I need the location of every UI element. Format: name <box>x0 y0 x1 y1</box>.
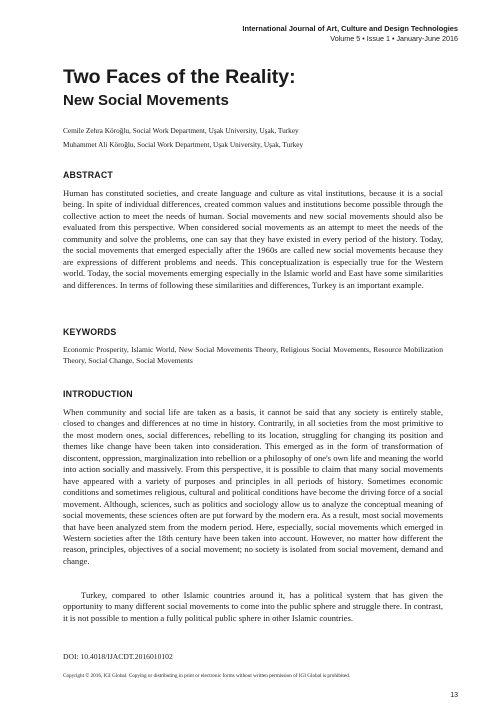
journal-name: International Journal of Art, Culture and Design Technologies <box>242 24 458 33</box>
doi: DOI: 10.4018/IJACDT.2016010102 <box>63 652 173 661</box>
introduction-paragraph: Turkey, compared to other Islamic countries around it, has a political system that has given the opportunity to many different social movements to come into the public sphere and struggle there. In contrast, it is not possible to mention a fully political public sphere in other Islamic countries. <box>63 590 443 623</box>
journal-header <box>242 24 458 44</box>
abstract-heading: ABSTRACT <box>63 170 113 180</box>
author-list <box>63 124 453 152</box>
abstract-text: Human has constituted societies, and create language and culture as vital institutions, because it is a social being. In spite of individual differences, created common values and institutions become possible through the collective action to meet the needs of human. Social movements and new social movements should also be evaluated from this perspective. When considered social movements as an attempt to meet the needs of the community and solve the problems, one can say that they have existed in every period of the history. Today, the social movements that emerged especially after the 1960s are called new social movements because they are expressions of different problems and needs. This conceptualization is especially true for the Western world. Today, the social movements emerging especially in the Islamic world and East have some similarities and differences. In terms of following these similarities and differences, Turkey is an important example. <box>63 188 443 290</box>
article-subtitle: New Social Movements <box>63 92 229 109</box>
keywords-heading: KEYWORDS <box>63 327 117 337</box>
introduction-paragraph: When community and social life are taken as a basis, it cannot be said that any society is entirely stable, closed to changes and differences at no time in history. Contrarily, in all societies from the most primitive to the most modern ones, social differences, rebelling to its location, struggling for changing its position and themes like change have been taken into consideration. This emerged as in the form of transformation of discontent, oppression, marginalization into rebellion or a philosophy of one's own life and meaning the world into action socially and massively. From this perspective, it is possible to claim that many social movements have appeared with a variety of purposes and principles in all periods of history. Sometimes economic conditions and sometimes religious, cultural and political conditions have become the driving force of a social movement. Although, sciences, such as politics and sociology allow us to analyze the conceptual meaning of social movements, these sciences often are put forward by the modern era. As a result, most social movements that have been analyzed stem from the modern period. Here, especially, social movements which emerged in Western societies after the 18th century have been taken into account. However, no matter how different the reason, principles, objectives of a social movement; no society is isolated from social movement, demand and change. <box>63 407 443 566</box>
page-number: 13 <box>450 692 458 699</box>
author-affiliation: Cemile Zehra Köroğlu, Social Work Department, Uşak University, Uşak, Turkey <box>63 126 299 135</box>
copyright-notice: Copyright © 2016, IGI Global. Copying or distributing in print or electronic forms without written permission of IGI Global is prohibited. <box>63 673 351 679</box>
journal-issue: Volume 5 • Issue 1 • January-June 2016 <box>330 34 458 43</box>
author-affiliation: Muhammet Ali Köroğlu, Social Work Department, Uşak University, Uşak, Turkey <box>63 140 304 149</box>
introduction-heading: INTRODUCTION <box>63 389 133 399</box>
keywords-text: Economic Prosperity, Islamic World, New Social Movements Theory, Religious Social Movements, Resource Mobilization Theory, Social Change, Social Movements <box>63 345 443 365</box>
article-title: Two Faces of the Reality: <box>63 66 296 88</box>
